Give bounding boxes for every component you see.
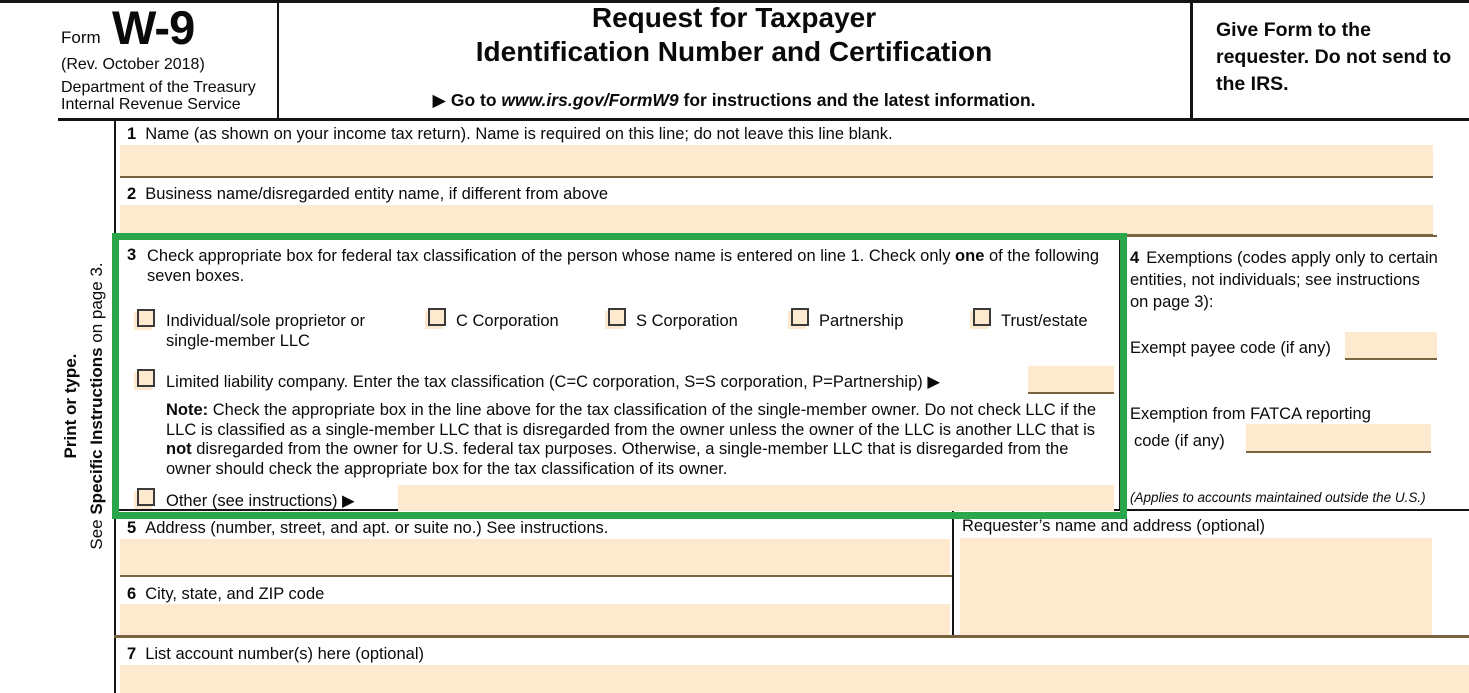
option-label-trust-estate: Trust/estate	[1001, 312, 1088, 330]
option-label-partnership: Partnership	[819, 312, 904, 330]
section3-note: Note: Check the appropriate box in the line above for the tax classification of the single-member owner. Do not check LLC if the LLC is classified as a single-member LLC that is disregarded from the owner unless the owner of the LLC is another LLC that is not disregarded from the owner for U.S. federal tax purposes. Otherwise, a single-member LLC that is disregarded from the owner should check the appropriate box for the tax classification of its owner.	[166, 401, 1096, 478]
line7-label: List account number(s) here (optional)	[145, 645, 424, 663]
line1-label-row	[127, 124, 893, 144]
checkbox-partnership[interactable]	[791, 308, 809, 326]
line1-label: Name (as shown on your income tax return). Name is required on this line; do not leave this line blank.	[145, 125, 893, 143]
checkbox-llc[interactable]	[137, 369, 155, 387]
line7-number: 7	[127, 645, 137, 663]
line5-underline	[120, 575, 952, 577]
department-line: Department of the Treasury	[61, 79, 256, 96]
fatca-label-line2: code (if any)	[1134, 432, 1225, 450]
line6-number: 6	[127, 585, 137, 603]
fatca-input-underline	[1246, 451, 1431, 453]
llc-label: Limited liability company. Enter the tax classification (C=C corporation, S=S corporation, P=Partnership) ▶	[166, 373, 941, 391]
fatca-applies-note: (Applies to accounts maintained outside the U.S.)	[1130, 490, 1426, 505]
line6-requester-underline	[114, 635, 1469, 638]
exempt-payee-input[interactable]	[1345, 332, 1437, 358]
header-bottom-border	[58, 118, 1469, 121]
llc-input-underline	[1028, 392, 1114, 394]
section3-number: 3	[127, 246, 137, 264]
exempt-payee-label: Exempt payee code (if any)	[1130, 339, 1331, 357]
sidebar-vertical-text	[58, 121, 114, 691]
form-title-line2: Identification Number and Certification	[475, 36, 993, 67]
irs-url: www.irs.gov/FormW9	[501, 90, 679, 110]
line1-number: 1	[127, 125, 137, 143]
section3-4-divider	[1119, 237, 1121, 509]
agency-line: Internal Revenue Service	[61, 96, 241, 113]
option-label-s-corporation: S Corporation	[636, 312, 738, 330]
header-divider-right	[1190, 3, 1193, 119]
name-input[interactable]	[120, 145, 1433, 176]
checkbox-trust-estate[interactable]	[973, 308, 991, 326]
line2-number: 2	[127, 185, 137, 203]
city-state-zip-input[interactable]	[120, 604, 950, 635]
arrow-right-icon: ▶	[432, 90, 446, 110]
option-label-c-corporation: C Corporation	[456, 312, 559, 330]
exempt-payee-underline	[1345, 358, 1437, 360]
requester-column-divider	[952, 511, 954, 637]
checkbox-other[interactable]	[137, 488, 155, 506]
line5-label-row	[127, 518, 608, 538]
checkbox-individual-sole-proprietor[interactable]	[137, 309, 155, 327]
form-word: Form	[61, 28, 101, 47]
form-left-border	[114, 121, 116, 693]
line5-label: Address (number, street, and apt. or suite no.) See instructions.	[145, 519, 609, 537]
section4-heading: 4 Exemptions (codes apply only to certain entities, not individuals; see instructions on page 3):	[1130, 249, 1438, 311]
print-or-type-label: Print or type.	[61, 353, 80, 459]
requester-name-address-input[interactable]	[960, 538, 1432, 635]
business-name-input[interactable]	[120, 205, 1433, 234]
form-revision: (Rev. October 2018)	[61, 56, 205, 73]
checkbox-s-corporation[interactable]	[608, 308, 626, 326]
fatca-label-line1: Exemption from FATCA reporting	[1130, 405, 1371, 423]
other-label: Other (see instructions) ▶	[166, 492, 355, 510]
give-form-note: Give Form to the requester. Do not send to the IRS.	[1216, 19, 1452, 95]
other-input[interactable]	[398, 485, 1114, 511]
option-label-individual: Individual/sole proprietor or single-member LLC	[166, 312, 366, 350]
line7-label-row	[127, 644, 424, 664]
line1-underline	[120, 176, 1433, 178]
section3-heading: Check appropriate box for federal tax classification of the person whose name is entered on line 1. Check only one of the following seven boxes.	[147, 247, 1100, 285]
line6-label: City, state, and ZIP code	[145, 585, 325, 603]
goto-instruction: ▶ Go to www.irs.gov/FormW9 for instructions and the latest information.	[432, 90, 1036, 110]
address-input[interactable]	[120, 539, 950, 575]
line2-label-row	[127, 184, 608, 204]
requester-label: Requester’s name and address (optional)	[962, 517, 1265, 535]
line2-label: Business name/disregarded entity name, if different from above	[145, 185, 609, 203]
line5-number: 5	[127, 519, 137, 537]
fatca-code-input[interactable]	[1246, 424, 1431, 451]
form-title-line1: Request for Taxpayer	[591, 2, 877, 33]
see-instructions-label: See Specific Instructions on page 3.	[87, 262, 106, 550]
section4-top-border	[1119, 235, 1437, 237]
account-numbers-input[interactable]	[120, 665, 1469, 693]
header-divider-left	[277, 3, 279, 119]
checkbox-c-corporation[interactable]	[428, 308, 446, 326]
section4-number: 4	[1130, 249, 1140, 267]
line6-label-row	[127, 584, 324, 604]
llc-classification-input[interactable]	[1028, 366, 1114, 392]
form-number: W-9	[112, 1, 195, 54]
